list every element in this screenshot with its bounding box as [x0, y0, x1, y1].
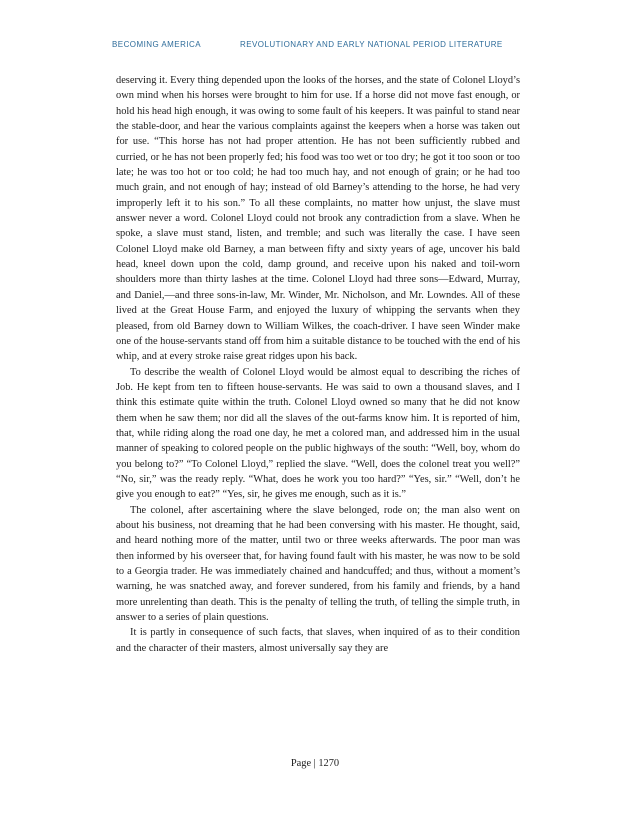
- body-text: [116, 73, 520, 656]
- page-number: Page | 1270: [290, 758, 340, 769]
- paragraph: It is partly in consequence of such facts, that slaves, when inquired of as to their condition and the character of their masters, almost universally say they are: [116, 627, 520, 654]
- paragraph: To describe the wealth of Colonel Lloyd would be almost equal to describing the riches of Job. He kept from ten to fifteen house-servants. He was said to own a thousand slaves, and I think this estimate quite within the truth. Colonel Lloyd owned so many that he did not know them when he saw them; nor did all the slaves of the out-farms know him. It is reported of him, that, while riding along the road one day, he met a colored man, and addressed him in the usual manner of speaking to colored people on the public highways of the south: “Well, boy, whom do you belong to?” “To Colonel Lloyd,” replied the slave. “Well, does the colonel treat you well?” “No, sir,” was the ready reply. “What, does he work you too hard?” “Yes, sir.” “Well, don’t he give you enough to eat?” “Yes, sir, he gives me enough, such as it is.”: [116, 366, 520, 501]
- book-title: BECOMING AMERICA: [112, 40, 201, 49]
- paragraph-continued: deserving it. Every thing depended upon the looks of the horses, and the state of Colonel Lloyd’s own mind when his horses were brought to him for use. If a horse did not move fast enough, or hold his head high enough, it was owing to some fault of his keepers. It was painful to stand near the stable-door, and hear the various complaints against the keepers when a horse was taken out for use. “This horse has not had proper attention. He has not been sufficiently rubbed and curried, or he has not been properly fed; his food was too wet or too dry; he got it too soon or too late; he was too hot or too cold; he had too much hay, and not enough of grain; or he had too much grain, and not enough of hay; instead of old Barney’s attending to the horse, he had very improperly left it to his son.” To all these complaints, no matter how unjust, the slave must answer never a word. Colonel Lloyd could not brook any contradiction from a slave. When he spoke, a slave must stand, listen, and tremble; and such was literally the case. I have seen Colonel Lloyd make old Barney, a man between fifty and sixty years of age, uncover his bald head, kneel down upon the cold, damp ground, and receive upon his naked and toil-worn shoulders more than thirty lashes at the time. Colonel Lloyd had three sons—Edward, Murray, and Daniel,—and three sons-in-law, Mr. Winder, Mr. Nicholson, and Mr. Lowndes. All of these lived at the Great House Farm, and enjoyed the luxury of whipping the servants when they pleased, from old Barney down to William Wilkes, the coach-driver. I have seen Winder make one of the house-servants stand off from him a suitable distance to be touched with the end of his whip, and at every stroke raise great ridges upon his back.: [116, 75, 520, 363]
- section-title: REVOLUTIONARY AND EARLY NATIONAL PERIOD LITERATURE: [240, 40, 503, 49]
- paragraph: The colonel, after ascertaining where the slave belonged, rode on; the man also went on about his business, not dreaming that he had been conversing with his master. He thought, said, and heard nothing more of the matter, until two or three weeks afterwards. The poor man was then informed by his overseer that, for having found fault with his master, he was now to be sold to a Georgia trader. He was immediately chained and handcuffed; and thus, without a moment’s warning, he was snatched away, and forever sundered, from his family and friends, by a hand more unrelenting than death. This is the penalty of telling the truth, of telling the simple truth, in answer to a series of plain questions.: [116, 504, 520, 624]
- running-header: [112, 40, 532, 49]
